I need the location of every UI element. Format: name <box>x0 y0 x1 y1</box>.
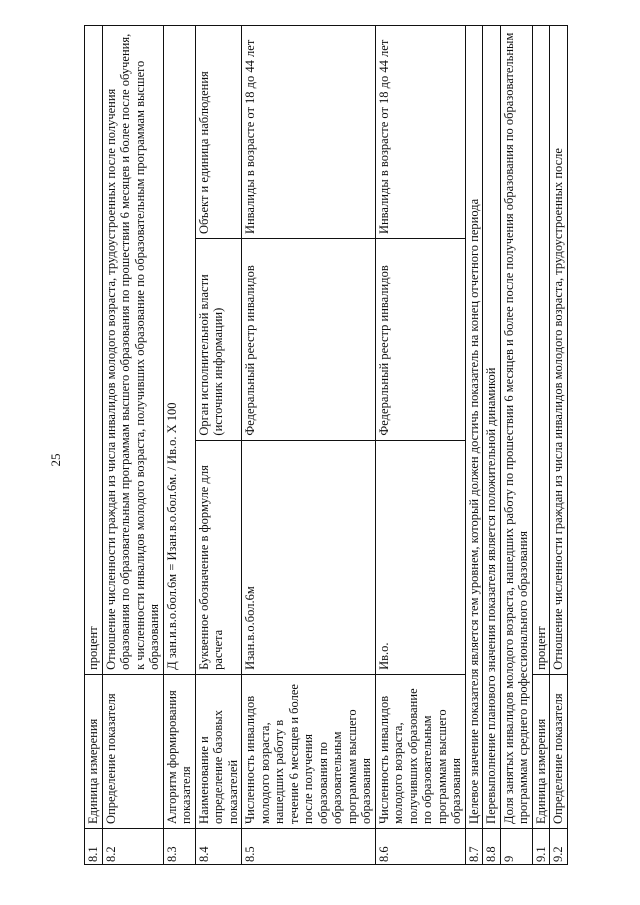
cell: Инвалиды в возрасте от 18 до 44 лет <box>375 26 465 239</box>
row-label: Численность инвалидов молодого возраста, получивших образование по образовательным программам высшего образования <box>375 674 465 828</box>
row-text: Целевое значение показателя является тем уровнем, который должен достичь показатель на конец отчетного периода <box>465 26 483 829</box>
cell: Изан.в.о.бол.6м <box>242 440 376 674</box>
table-row <box>102 26 163 865</box>
row-label: Алгоритм формирования показателя <box>163 674 195 828</box>
indicator-table <box>84 25 568 865</box>
row-label: Определение показателя <box>550 674 568 828</box>
table-row <box>483 26 501 865</box>
table-row <box>500 26 532 865</box>
indicator-title: Доля занятых инвалидов молодого возраста, нашедших работу по прошествии 6 месяцев и более после получения образования по образовательным программам среднего профессионального образования <box>500 26 532 829</box>
row-number: 9.2 <box>550 828 568 864</box>
indicator-table-rotated <box>84 25 596 865</box>
row-number: 8.1 <box>85 828 103 864</box>
formula: Д зан.и.в.о.бол.6м = Изан.в.о.бол.6м. / Ив.о. Х 100 <box>163 26 195 675</box>
row-value: Отношение численности граждан из числа инвалидов молодого возраста, трудоустроенных после получения образования по образовательным программам высшего образования по прошествии 6 месяцев и более после обучения, к численности инвалидов молодого возраста, получивших образование по образовательным программам высшего образования <box>102 26 163 675</box>
table-row <box>550 26 568 865</box>
column-header: Буквенное обозначение в формуле для расчета <box>195 440 242 674</box>
row-text: Перевыполнение планового значения показателя является положительной динамикой <box>483 26 501 829</box>
row-number: 8.8 <box>483 828 501 864</box>
table-row <box>465 26 483 865</box>
cell: Федеральный реестр инвалидов <box>375 239 465 441</box>
column-header: Орган исполнительной власти (источник информации) <box>195 239 242 441</box>
row-value: процент <box>532 26 550 675</box>
row-value: процент <box>85 26 103 675</box>
row-label: Единица измерения <box>85 674 103 828</box>
column-header: Объект и единица наблюдения <box>195 26 242 239</box>
row-value: Отношение численности граждан из числа инвалидов молодого возраста, трудоустроенных после <box>550 26 568 675</box>
table-row <box>85 26 103 865</box>
row-number: 9.1 <box>532 828 550 864</box>
row-number: 8.4 <box>195 828 242 864</box>
table-row <box>375 26 465 865</box>
table-row <box>195 26 242 865</box>
cell: Федеральный реестр инвалидов <box>242 239 376 441</box>
row-number: 8.6 <box>375 828 465 864</box>
row-label: Численность инвалидов молодого возраста, нашедших работу в течение 6 месяцев и более после получения образования по образовательным программам высшего образования <box>242 674 376 828</box>
row-number: 9 <box>500 828 532 864</box>
table-row <box>163 26 195 865</box>
row-label: Определение показателя <box>102 674 163 828</box>
row-label: Единица измерения <box>532 674 550 828</box>
row-number: 8.7 <box>465 828 483 864</box>
cell: Ив.о. <box>375 440 465 674</box>
row-label: Наименование и определение базовых показателей <box>195 674 242 828</box>
cell: Инвалиды в возрасте от 18 до 44 лет <box>242 26 376 239</box>
row-number: 8.3 <box>163 828 195 864</box>
row-number: 8.2 <box>102 828 163 864</box>
table-row <box>242 26 376 865</box>
row-number: 8.5 <box>242 828 376 864</box>
table-row <box>532 26 550 865</box>
page-number: 25 <box>48 453 63 467</box>
